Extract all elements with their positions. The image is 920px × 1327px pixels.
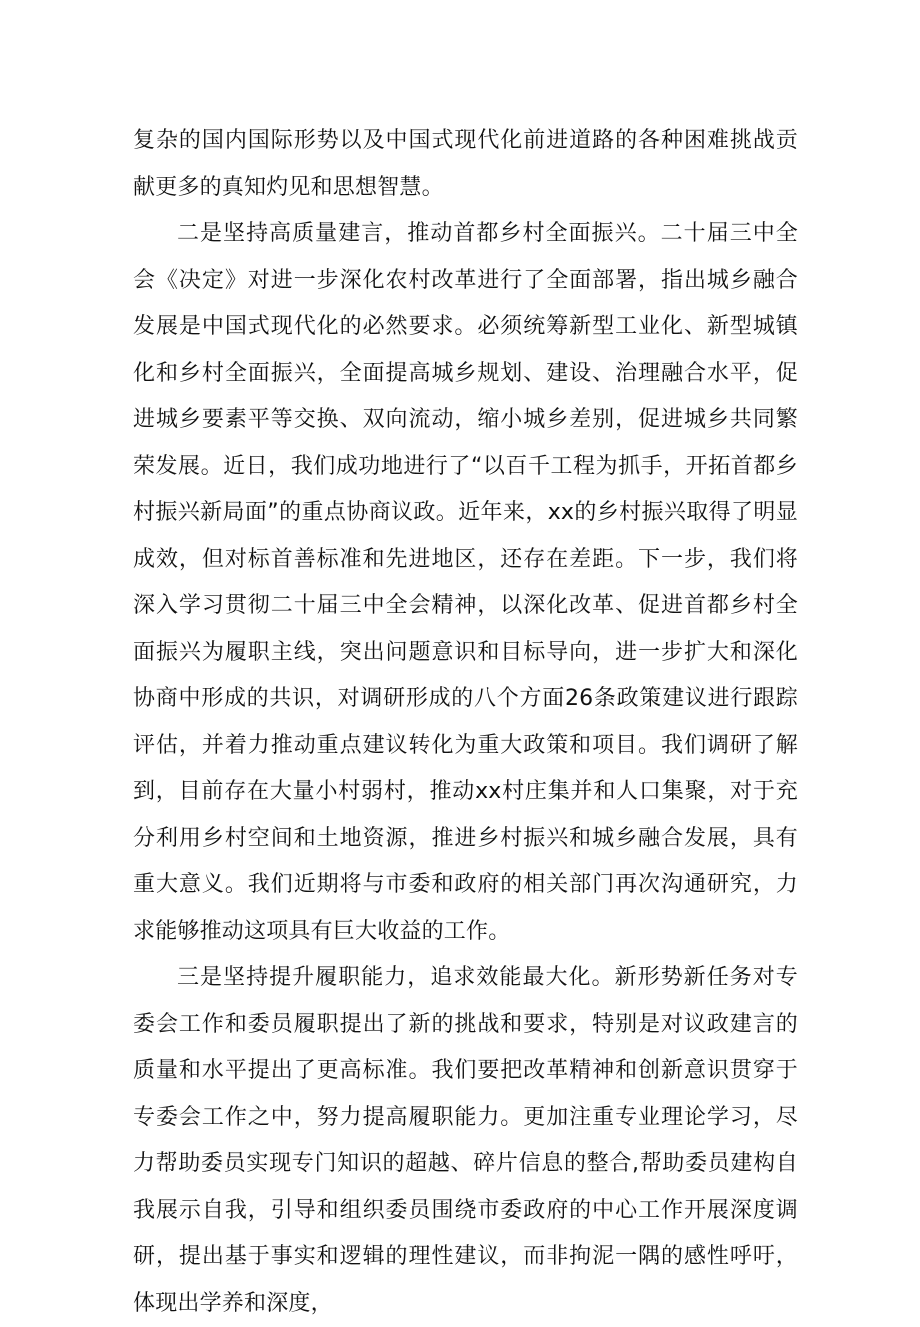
document-body xyxy=(133,118,798,1327)
paragraph-2: 二是坚持高质量建言，推动首都乡村全面振兴。二十届三中全会《决定》对进一步深化农村改革进行了全面部署，指出城乡融合发展是中国式现代化的必然要求。必须统筹新型工业化、新型城镇化和乡村全面振兴，全面提高城乡规划、建设、治理融合水平，促进城乡要素平等交换、双向流动，缩小城乡差别，促进城乡共同繁荣发展。近日，我们成功地进行了“以百千工程为抓手，开拓首都乡村振兴新局面”的重点协商议政。近年来，xx的乡村振兴取得了明显成效，但对标首善标准和先进地区，还存在差距。下一步，我们将深入学习贯彻二十届三中全会精神，以深化改革、促进首都乡村全面振兴为履职主线，突出问题意识和目标导向，进一步扩大和深化协商中形成的共识，对调研形成的八个方面26条政策建议进行跟踪评估，并着力推动重点建议转化为重大政策和项目。我们调研了解到，目前存在大量小村弱村，推动xx村庄集并和人口集聚，对于充分利用乡村空间和土地资源，推进乡村振兴和城乡融合发展，具有重大意义。我们近期将与市委和政府的相关部门再次沟通研究，力求能够推动这项具有巨大收益的工作。 xyxy=(133,221,798,944)
paragraph-3: 三是坚持提升履职能力，追求效能最大化。新形势新任务对专委会工作和委员履职提出了新的挑战和要求，特别是对议政建言的质量和水平提出了更高标准。我们要把改革精神和创新意识贯穿于专委会工作之中，努力提高履职能力。更加注重专业理论学习，尽力帮助委员实现专门知识的超越、碎片信息的整合,帮助委员建构自我展示自我，引导和组织委员围绕市委政府的中心工作开展深度调研，提出基于事实和逻辑的理性建议，而非拘泥一隅的感性呼吁，体现出学养和深度， xyxy=(133,965,798,1316)
paragraph-1: 复杂的国内国际形势以及中国式现代化前进道路的各种困难挑战贡献更多的真知灼见和思想智慧。 xyxy=(133,128,798,200)
